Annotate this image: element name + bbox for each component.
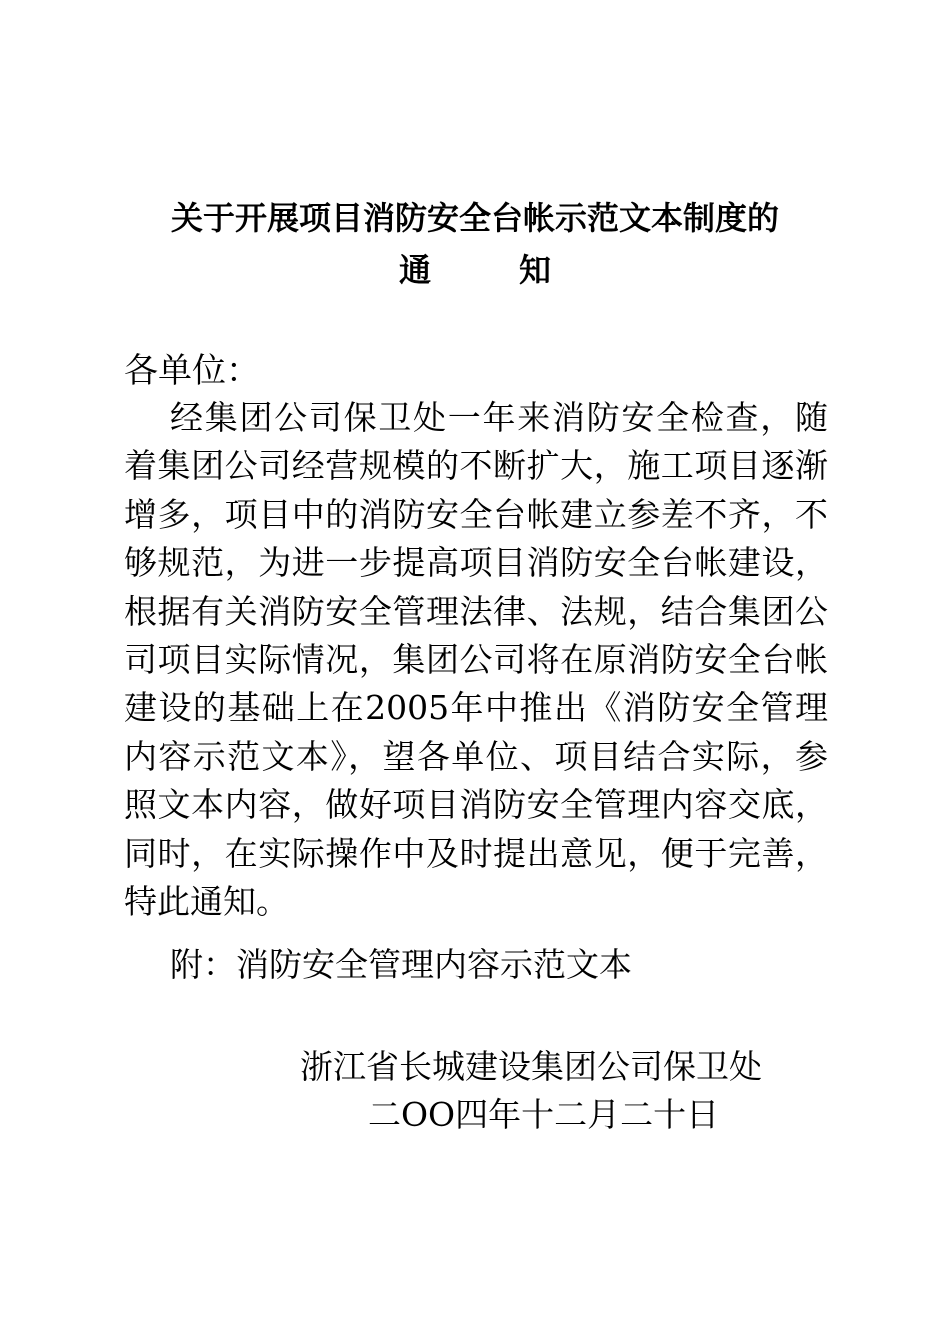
title-char-2: 知 (519, 251, 552, 289)
signature-organization: 浙江省长城建设集团公司保卫处 (300, 1047, 762, 1086)
title-char-1: 通 (398, 251, 431, 289)
document-title-line2 (0, 250, 950, 290)
document-title-line1: 关于开展项目消防安全台帐示范文本制度的 (170, 199, 779, 237)
signature-date: 二OO四年十二月二十日 (368, 1095, 720, 1134)
body-paragraph: 经集团公司保卫处一年来消防安全检查，随着集团公司经营规模的不断扩大，施工项目逐渐增多，项目中的消防安全台帐建立参差不齐，不够规范，为进一步提高项目消防安全台帐建设，根据有关消防安全管理法律、法规，结合集团公司项目实际情况，集团公司将在原消防安全台帐建设的基础上在2005年中推出《消防安全管理内容示范文本》，望各单位、项目结合实际，参照文本内容，做好项目消防安全管理内容交底，同时，在实际操作中及时提出意见，便于完善，特此通知。 (124, 398, 828, 922)
attachment-note: 附：消防安全管理内容示范文本 (170, 945, 632, 984)
salutation: 各单位： (124, 351, 260, 391)
